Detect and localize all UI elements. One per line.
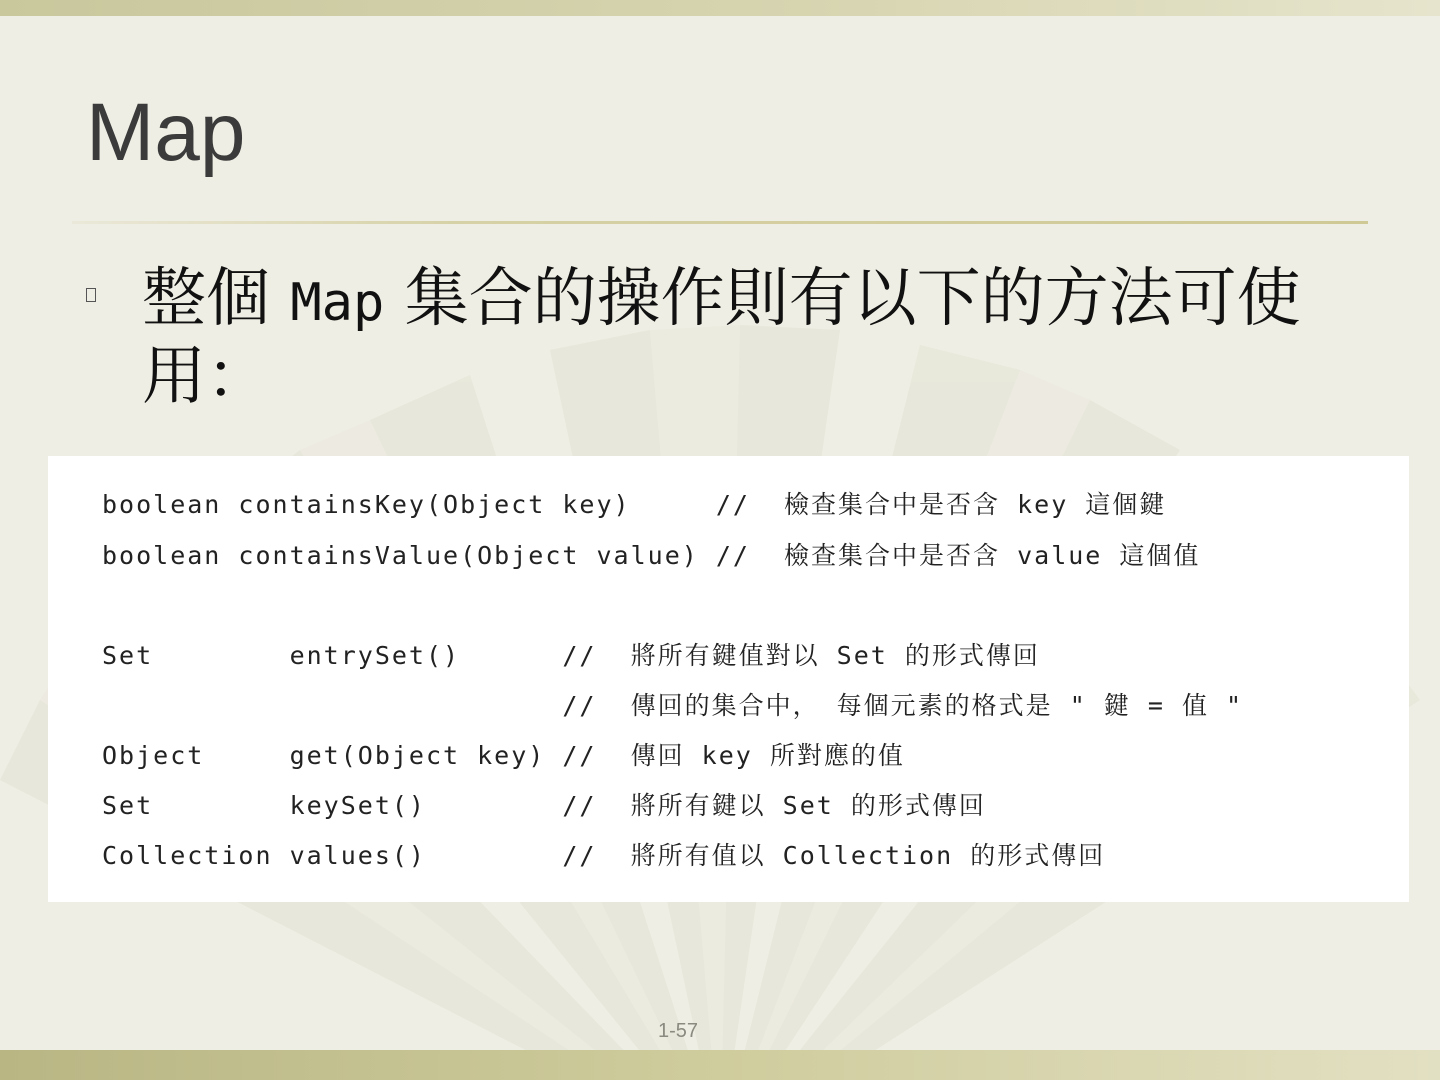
code-line: Set keySet() // 將所有鍵以 Set 的形式傳回 (102, 791, 986, 820)
code-line: Object get(Object key) // 傳回 key 所對應的值 (102, 741, 905, 770)
code-line: Collection values() // 將所有值以 Collection 的形式傳回 (102, 841, 1106, 870)
slide-title: Map (86, 87, 246, 178)
bullet-code: Map (290, 273, 385, 333)
page-number: 1-57 (657, 1020, 699, 1042)
bullet-prefix: 整個 (142, 262, 291, 336)
top-accent-bar (0, 0, 1440, 16)
code-line: Set entrySet() // 將所有鍵值對以 Set 的形式傳回 (102, 641, 1040, 670)
bottom-accent-bar (0, 1050, 1440, 1080)
code-line: boolean containsValue(Object value) // 檢查集合中是否含 value 這個值 (102, 541, 1201, 570)
code-line: // 傳回的集合中， 每個元素的格式是 " 鍵 = 值 " (102, 691, 1244, 720)
bullet-marker-icon (86, 288, 96, 302)
bullet-text (142, 262, 1342, 414)
title-divider (72, 221, 1368, 224)
code-line: boolean containsKey(Object key) // 檢查集合中是否含 key 這個鍵 (102, 490, 1167, 519)
code-listing-panel (48, 456, 1409, 902)
bullet-suffix: 集合的操作則有以下的方法可使用： (142, 262, 1301, 414)
